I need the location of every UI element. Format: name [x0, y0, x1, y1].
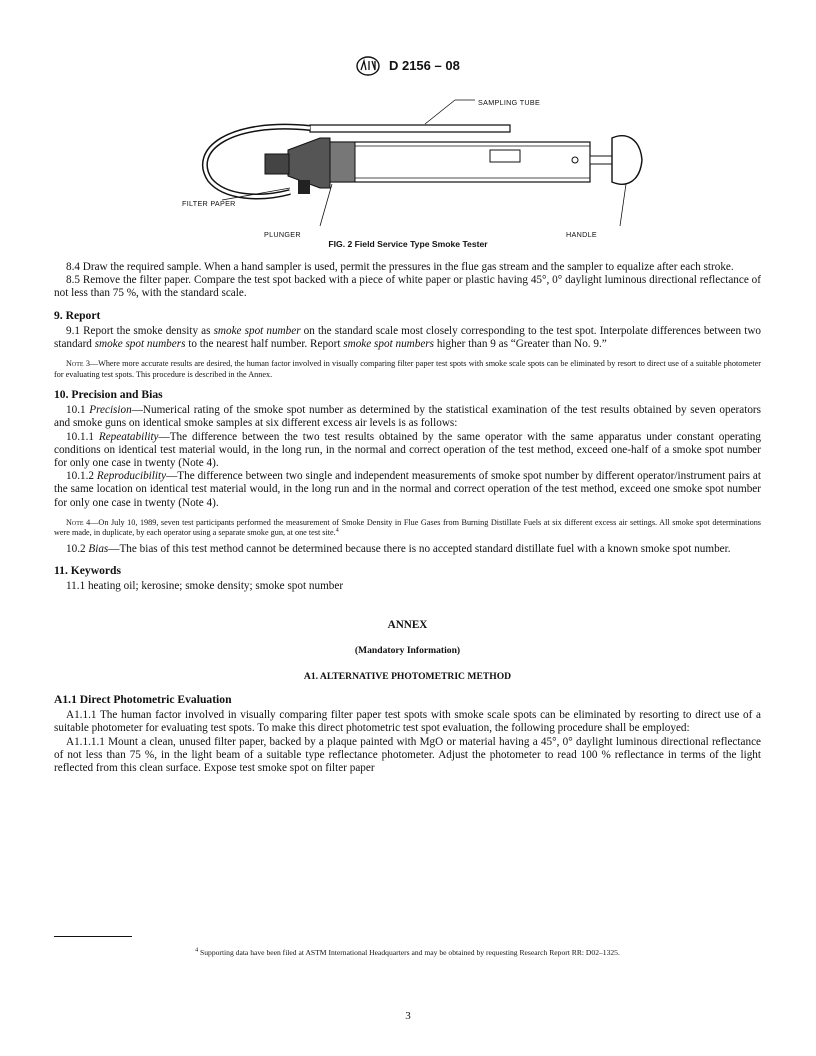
label-filter-paper: FILTER PAPER — [182, 199, 236, 208]
para-10-1: 10.1 Precision—Numerical rating of the smoke spot number as determined by the statistical examination of the test results obtained by seven operators and smoke guns on identical smoke samples at six different excess air levels is as follows: — [54, 404, 762, 430]
figure-caption: FIG. 2 Field Service Type Smoke Tester — [328, 239, 488, 249]
heading-11: 11. Keywords — [54, 563, 121, 577]
footnote-rule — [54, 936, 132, 937]
note-3: Note 3—Where more accurate results are desired, the human factor involved in visually comparing filter paper test spots with smoke scale spots can be eliminated by resort to direct use of a suitable photometer for evaluating test spots. This procedure is described in the Annex. — [54, 359, 761, 379]
para-10-2: 10.2 Bias—The bias of this test method cannot be determined because there is no accepted standard distillate fuel with a known smoke spot number. — [66, 542, 731, 555]
heading-10: 10. Precision and Bias — [54, 388, 163, 402]
label-plunger: PLUNGER — [264, 230, 301, 239]
annex-title: ANNEX — [387, 619, 428, 632]
label-handle: HANDLE — [566, 230, 597, 239]
astm-logo-icon — [356, 56, 380, 76]
annex-subtitle: (Mandatory Information) — [354, 645, 461, 657]
heading-a1-1: A1.1 Direct Photometric Evaluation — [54, 692, 232, 706]
heading-9: 9. Report — [54, 308, 101, 322]
page-header — [0, 56, 816, 76]
para-9-1: 9.1 Report the smoke density as smoke spot number on the standard scale most closely corresponding to the test spot. Interpolate differences between two standard smoke spot numbers to the nearest half number. Report smoke spot numbers higher than 9 as “Greater than No. 9.” — [54, 324, 761, 351]
para-10-1-1: 10.1.1 Repeatability—The difference between the two test results obtained by the same operator with the same apparatus under constant operating conditions on identical test material would, in the long run, in the normal and correct operation of the test method, exceed one-half of a smoke spot number for only one case in twenty (Note 4). — [54, 430, 761, 470]
para-10-1-2: 10.1.2 Reproducibility—The difference between two single and independent measurements of smoke spot number by different operator/instrument pairs at the same location on identical test material would, in the long run and in the normal and correct operation of the test method, exceed one smoke spot number for only one case in twenty (Note 4). — [54, 470, 761, 509]
page-number: 3 — [405, 1010, 411, 1022]
body-text — [54, 261, 761, 775]
para-a1-1-1: A1.1.1 The human factor involved in visually comparing filter paper test spots with smoke scale spots can be eliminated by resorting to direct use of a suitable photometer for evaluating test spots. To make this direct photometric test spot evaluation, the following procedure shall be employed: — [54, 709, 761, 735]
designation: D 2156 – 08 — [388, 58, 460, 74]
footnote: $^4$ Supporting data have been filed at ASTM International Headquarters and may be obtained by requesting Research Report RR: D02–1325. — [195, 947, 620, 957]
label-sampling-tube: SAMPLING TUBE — [478, 98, 541, 107]
para-11-1: 11.1 heating oil; kerosine; smoke density; smoke spot number — [66, 580, 344, 593]
smoke-tester-figure — [170, 80, 650, 245]
para-8-5: 8.5 Remove the filter paper. Compare the test spot backed with a piece of white paper or plastic having 45°, 0° daylight luminous directional reflectance of not less than 75 %, with the standard scale. — [54, 274, 761, 300]
para-8-4: 8.4 Draw the required sample. When a hand sampler is used, permit the pressures in the flue gas stream and the sampler to equalize after each stroke. — [66, 261, 734, 273]
para-a1-1-1-1: A1.1.1.1 Mount a clean, unused filter paper, backed by a plaque painted with MgO or material having a 45°, 0° daylight luminous directional reflectance of not less than 75 %, in the light beam of a suitable type reflectance photometer. Adjust the photometer to read 100 % reflectance in terms of the light reflected from this clean surface. Expose test smoke spot on filter paper — [54, 735, 761, 774]
note-4: Note 4—On July 10, 1989, seven test participants performed the measurement of Smoke Density in Flue Gases from Burning Distillate Fuels at six different excess air settings. All smoke spot determinations were made, in duplicate, by each operator using a separate smoke gun, at one test site.$^4$ — [54, 517, 761, 538]
annex-a1-title: A1. ALTERNATIVE PHOTOMETRIC METHOD — [303, 670, 512, 682]
